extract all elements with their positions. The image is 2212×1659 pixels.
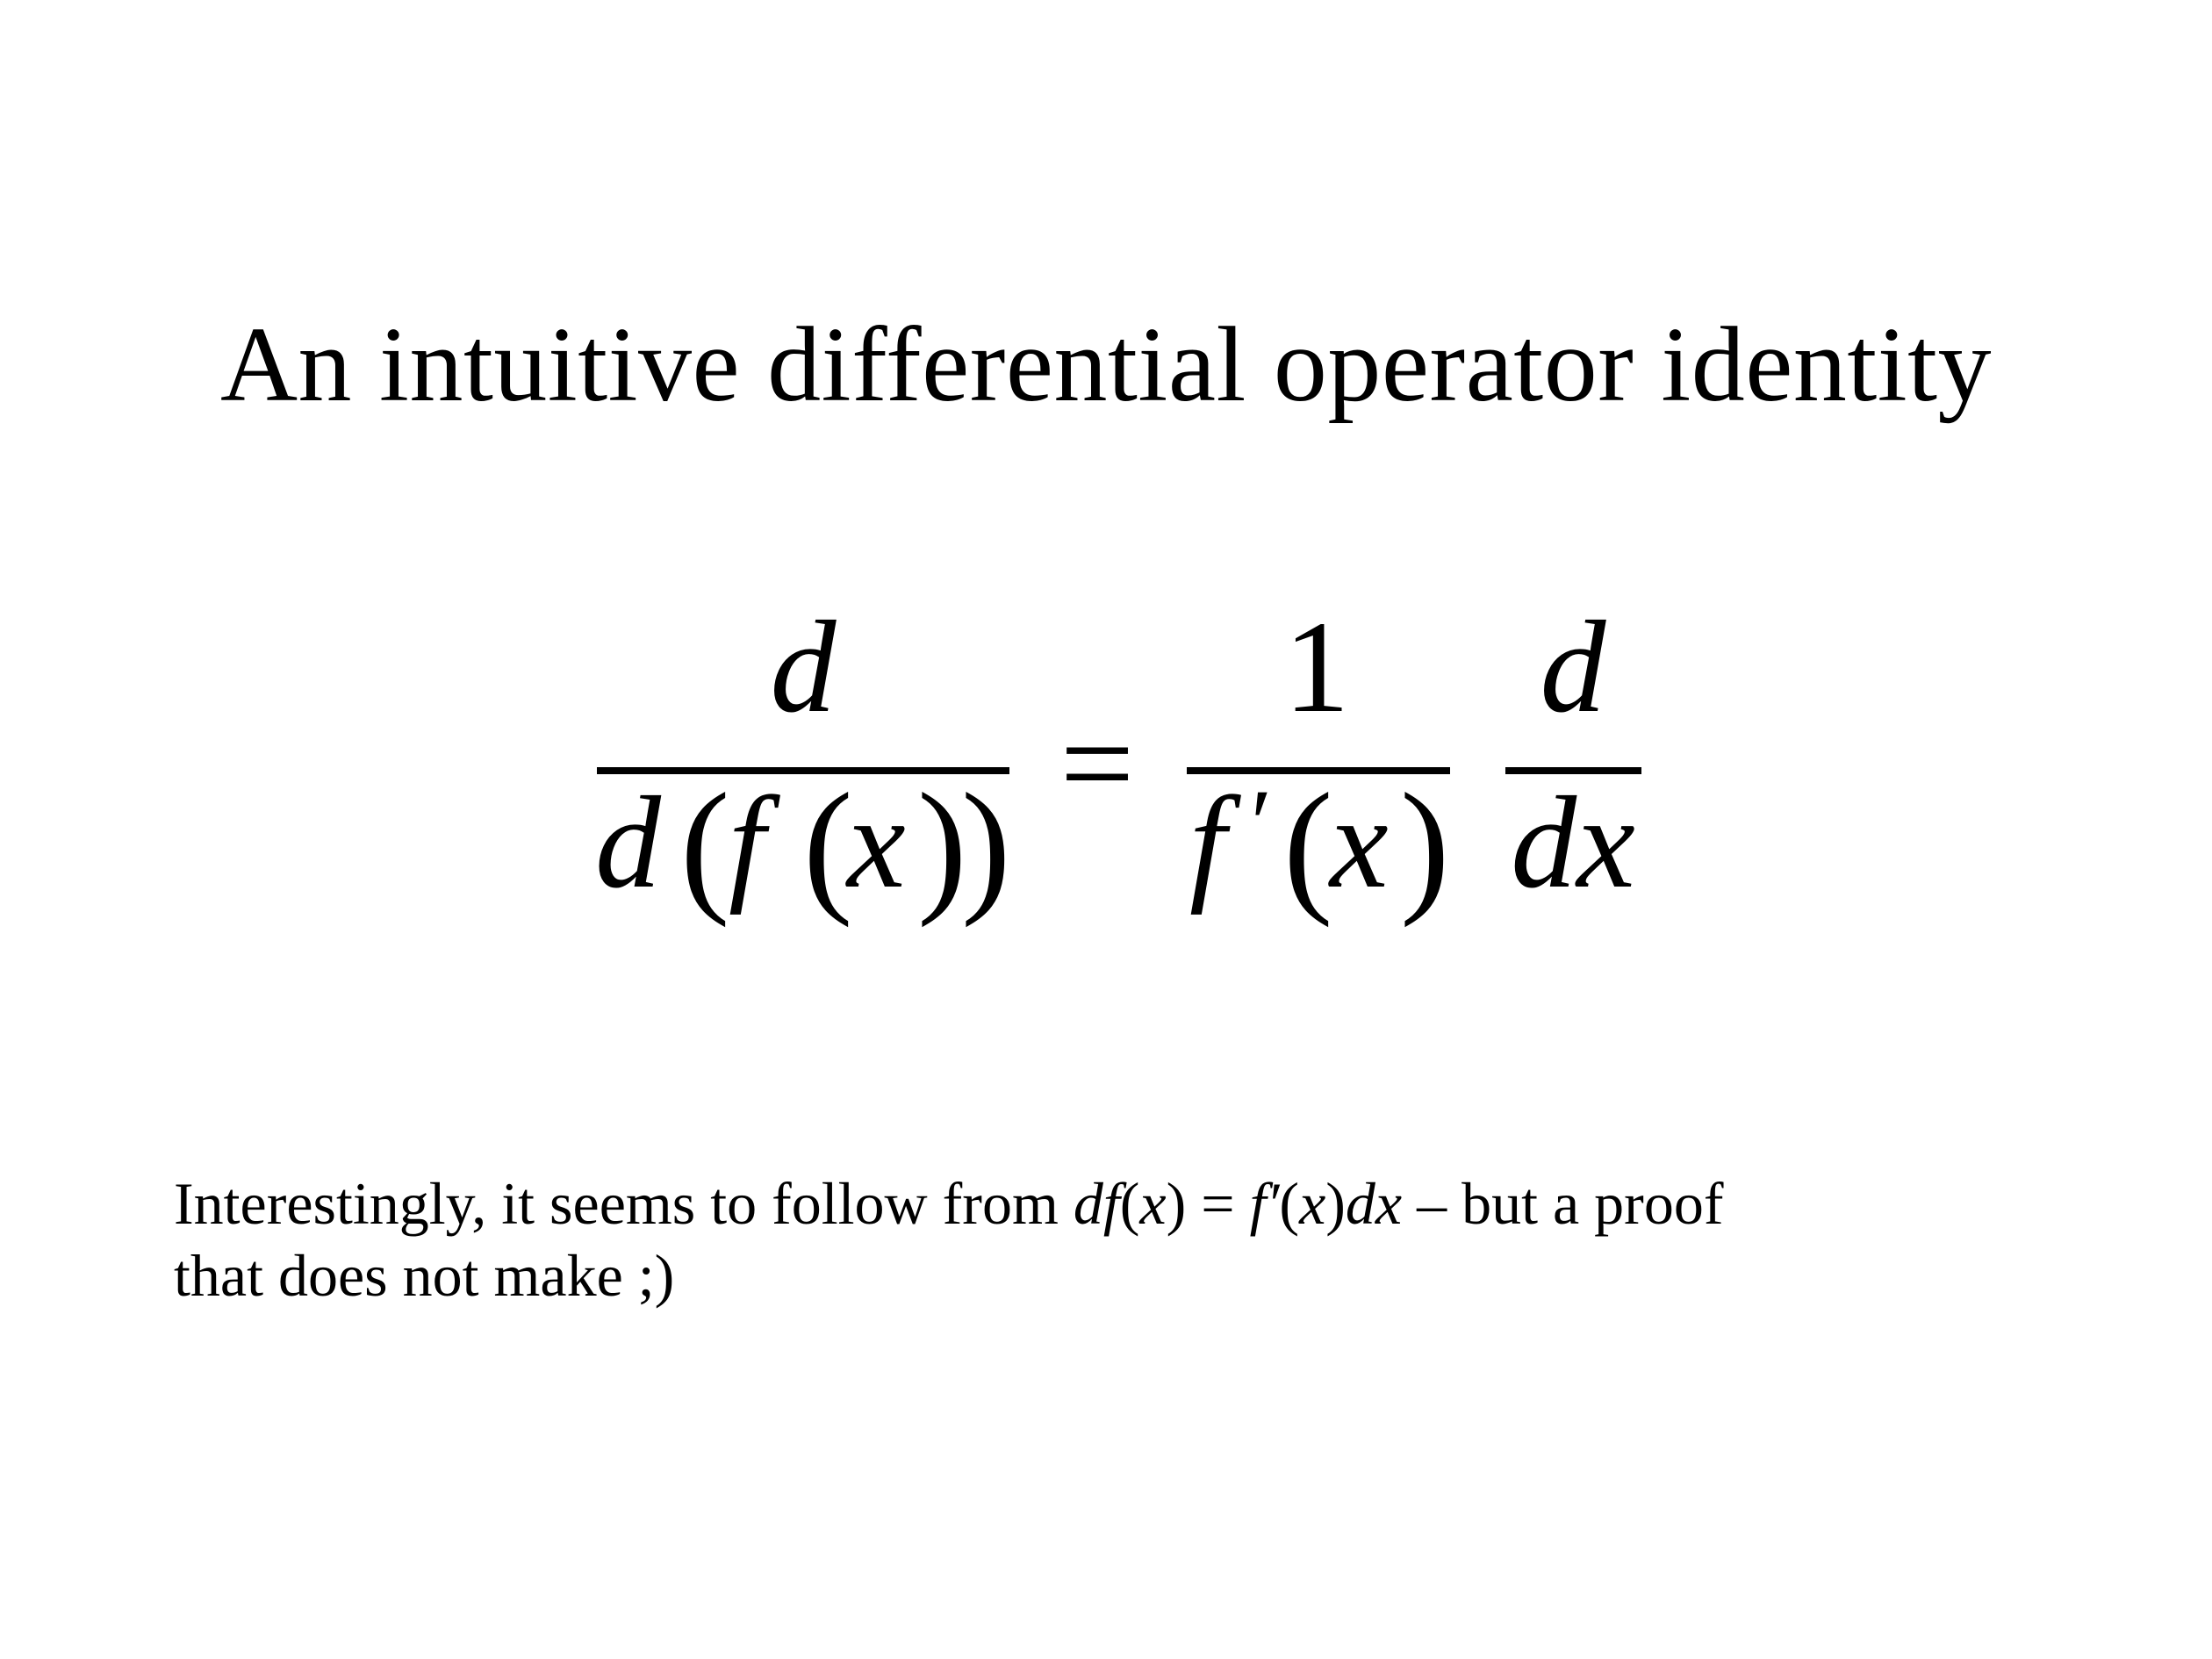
note-line-1 <box>174 1167 1982 1239</box>
lhs-denominator-d: d <box>595 770 661 916</box>
note-math-fprime: f′ <box>1249 1170 1280 1237</box>
note-text: Interestingly, it seems to follow from <box>174 1170 1074 1237</box>
rhs-second-denominator: dx <box>1511 770 1635 916</box>
rhs-first-numerator: 1 <box>1283 594 1350 740</box>
rhs-second-numerator: d <box>1540 594 1606 740</box>
lhs-denominator-close-outer: ) <box>961 763 1011 928</box>
note-math-open2: ( <box>1279 1170 1300 1237</box>
lhs-denominator-open-outer: ( <box>680 763 730 928</box>
rhs-first-denominator-open: ( <box>1283 763 1333 928</box>
rhs-first-denominator-prime: ′ <box>1251 770 1273 877</box>
note-math-open: ( <box>1119 1170 1140 1237</box>
slide-title: An intuitive differential operator identity <box>219 305 1993 424</box>
note-math-close: ) <box>1166 1170 1187 1237</box>
rhs-first-denominator-close: ) <box>1400 763 1450 928</box>
rhs-first-denominator-f: f <box>1189 770 1226 916</box>
note-paragraph <box>174 1167 1982 1311</box>
lhs-denominator-f: f <box>729 770 765 916</box>
note-math-x: x <box>1139 1170 1167 1237</box>
note-math-equals: = <box>1186 1170 1250 1237</box>
lhs-denominator-x: x <box>847 770 906 916</box>
lhs-denominator-open-inner: ( <box>803 763 853 928</box>
equals-sign: = <box>1059 691 1135 837</box>
note-math-df: df <box>1073 1170 1120 1237</box>
note-math-dx: dx <box>1345 1170 1403 1237</box>
lhs-numerator: d <box>770 594 837 740</box>
note-math-close2: ) <box>1325 1170 1346 1237</box>
note-tail: – but a proof <box>1402 1170 1724 1237</box>
rhs-first-denominator-x: x <box>1330 770 1389 916</box>
lhs-denominator-close-inner: ) <box>917 763 967 928</box>
note-line-2: that does not make ;) <box>174 1242 675 1309</box>
note-math-x2: x <box>1299 1170 1326 1237</box>
